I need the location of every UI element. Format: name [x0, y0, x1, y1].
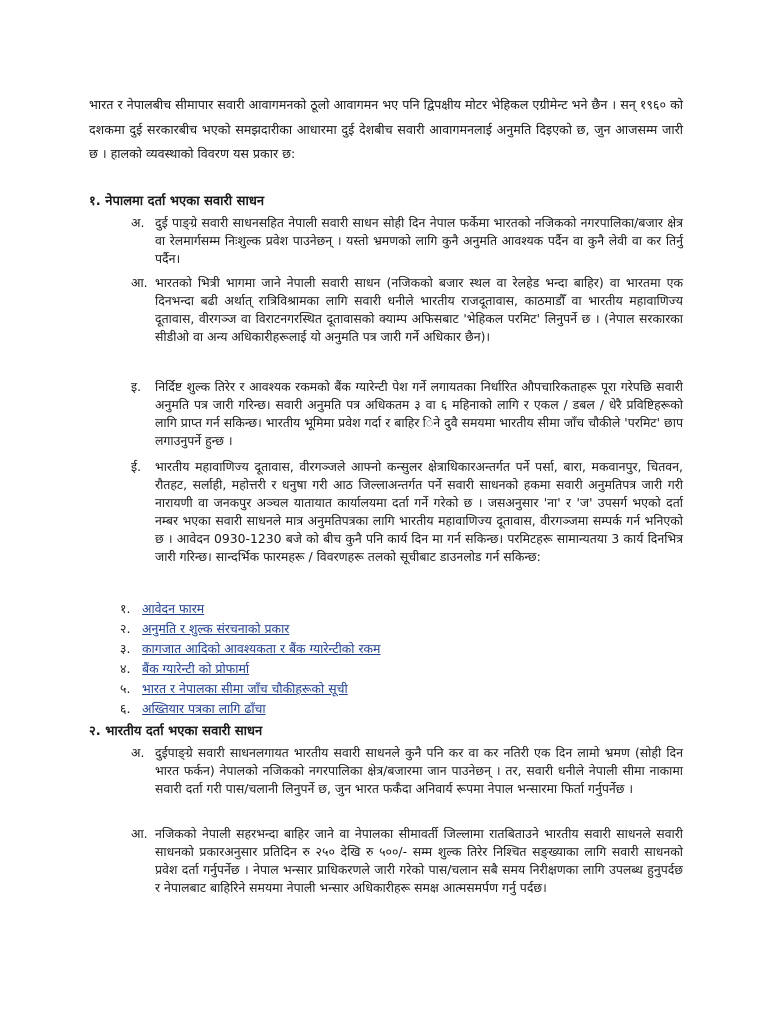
documents-bank-guarantee-link[interactable]: कागजात आदिको आवश्यकता र बैंक ग्यारेन्टीको रकम — [142, 641, 381, 656]
download-link-item — [120, 640, 380, 658]
item-marker: इ. — [131, 379, 142, 394]
section-1-item-ii — [131, 458, 683, 566]
link-marker: २. — [120, 621, 131, 636]
section-1-item-aa — [131, 274, 683, 346]
application-form-link[interactable]: आवेदन फारम — [142, 601, 205, 616]
download-link-item — [120, 680, 348, 698]
download-link-item — [120, 620, 289, 638]
download-link-item — [120, 600, 204, 618]
item-marker: अ. — [131, 215, 145, 230]
section-1-item-a — [131, 214, 683, 268]
item-text: निर्दिष्ट शुल्क तिरेर र आवश्यक रकमको बैंक ग्यारेन्टी पेश गर्ने लगायतका निर्धारित औपचारिकताहरू पूरा गरेपछि सवारी अनुमति पत्र जारी गरिन्छ। सवारी अनुमति पत्र अधिकतम ३ वा ६ महिनाको लागि र एकल / डबल / धेरै प्रविष्टिहरूको लागि प्राप्त गर्न सकिन्छ। भारतीय भूमिमा प्रवेश गर्दा र बाहिर िने दुवै समयमा भारतीय सीमा जाँच चौकीले 'परमिट' छाप लगाउनुपर्ने हुन्छ । — [155, 379, 683, 448]
link-marker: ५. — [120, 681, 131, 696]
intro-paragraph: भारत र नेपालबीच सीमापार सवारी आवागमनको ठूलो आवागमन भए पनि द्विपक्षीय मोटर भेहिकल एग्रीमेन्ट भने छैन । सन् १९६० को दशकमा दुई सरकारबीच भएको समझदारीका आधारमा दुई देशबीच सवारी आवागमनलाई अनुमति दिइएको छ, जुन आजसम्म जारी छ । हालको व्यवस्थाको विवरण यस प्रकार छ: — [89, 97, 683, 161]
border-checkpost-list-link[interactable]: भारत र नेपालका सीमा जाँच चौकीहरूको सूची — [142, 681, 348, 696]
item-text: दुईपाङ्ग्रे सवारी साधनलगायत भारतीय सवारी साधनले कुनै पनि कर वा कर नतिरी एक दिन लामो भ्रमण (सोही दिन भारत फर्कन) नेपालको नजिकको नगरपालिका क्षेत्र/बजारमा जान पाउनेछन् । तर, सवारी धनीले नेपाली सीमा नाकामा सवारी दर्ता गरी पास/चलानी लिनुपर्ने छ, जुन भारत फर्कँदा अनिवार्य रूपमा नेपाल भन्सारमा फिर्ता गर्नुपर्नेछ । — [155, 745, 683, 796]
item-marker: आ. — [131, 826, 148, 841]
section-2-item-a — [131, 744, 683, 798]
section-1-heading: १. नेपालमा दर्ता भएका सवारी साधन — [89, 194, 265, 209]
bank-guarantee-proforma-link[interactable]: बैंक ग्यारेन्टी को प्रोफार्मा — [142, 661, 250, 676]
link-marker: ६. — [120, 701, 131, 716]
item-text: भारतको भित्री भागमा जाने नेपाली सवारी साधन (नजिकको बजार स्थल वा रेलहेड भन्दा बाहिर) वा भारतमा एक दिनभन्दा बढी अर्थात् रात्रिविश्रामका लागि सवारी धनीले भारतीय राजदूतावास, काठमाडौँ वा भारतीय महावाणिज्य दूतावास, वीरगञ्ज वा विराटनगरस्थित दूतावासको क्याम्प अफिसबाट 'भेहिकल परमिट' लिनुपर्ने छ । (नेपाल सरकारका सीडीओ वा अन्य अधिकारीहरूलाई यो अनुमति पत्र जारी गर्ने अधिकार छैन)। — [155, 275, 683, 344]
item-text: भारतीय महावाणिज्य दूतावास, वीरगञ्जले आफ्नो कन्सुलर क्षेत्राधिकारअन्तर्गत पर्ने पर्सा, बारा, मकवानपुर, चितवन, रौतहट, सर्लाही, महोत्तरी र धनुषा गरी आठ जिल्लाअन्तर्गत पर्ने सवारी साधनको हकमा सवारी अनुमतिपत्र जारी गरी नारायणी वा जनकपुर अञ्चल यातायात कार्यालयमा दर्ता गर्ने गरेको छ । जसअनुसार 'ना' र 'ज' उपसर्ग भएको दर्ता नम्बर भएका सवारी साधनले मात्र अनुमतिपत्रका लागि भारतीय महावाणिज्य दूतावास, वीरगञ्जमा सम्पर्क गर्न भनिएको छ । आवेदन 0930-1230 बजे को बीच कुनै पनि कार्य दिन मा गर्न सकिन्छ। परमिटहरू सामान्यतया 3 कार्य दिनभित्र जारी गरिन्छ। सान्दर्भिक फारमहरू / विवरणहरू तलको सूचीबाट डाउनलोड गर्न सकिन्छ: — [155, 459, 683, 564]
section-2-heading: २. भारतीय दर्ता भएका सवारी साधन — [89, 724, 263, 739]
item-text: नजिकको नेपाली सहरभन्दा बाहिर जाने वा नेपालका सीमावर्ती जिल्लामा रातबिताउने भारतीय सवारी साधनले सवारी साधनको प्रकारअनुसार प्रतिदिन रु २५० देखि रु ५००/- सम्म शुल्क तिरेर निश्चित सङ्ख्याका लागि सवारी साधनको प्रवेश दर्ता गर्नुपर्नेछ । नेपाल भन्सार प्राधिकरणले जारी गरेको पास/चलान सबै समय निरीक्षणका लागि उपलब्ध हुनुपर्दछ र नेपालबाट बाहिरिने समयमा नेपाली भन्सार अधिकारीहरू समक्ष आत्मसमर्पण गर्नु पर्दछ। — [155, 826, 683, 895]
permit-fee-structure-link[interactable]: अनुमति र शुल्क संरचनाको प्रकार — [142, 621, 290, 636]
download-link-item — [120, 700, 266, 718]
download-link-item — [120, 660, 249, 678]
item-marker: ई. — [131, 459, 142, 474]
section-1-item-i — [131, 378, 683, 450]
link-marker: ४. — [120, 661, 131, 676]
item-marker: अ. — [131, 745, 145, 760]
item-marker: आ. — [131, 275, 148, 290]
section-2-item-aa — [131, 825, 683, 897]
link-marker: ३. — [120, 641, 131, 656]
item-text: दुई पाङ्ग्रे सवारी साधनसहित नेपाली सवारी साधन सोही दिन नेपाल फर्केमा भारतको नजिकको नगरपालिका/बजार क्षेत्र वा रेलमार्गसम्म निःशुल्क प्रवेश पाउनेछन् । यस्तो भ्रमणको लागि कुनै अनुमति आवश्यक पर्दैन वा कुनै लेवी वा कर तिर्नु पर्दैन। — [155, 215, 683, 266]
link-marker: १. — [120, 601, 131, 616]
authority-letter-format-link[interactable]: अख्तियार पत्रका लागि ढाँचा — [142, 701, 266, 716]
